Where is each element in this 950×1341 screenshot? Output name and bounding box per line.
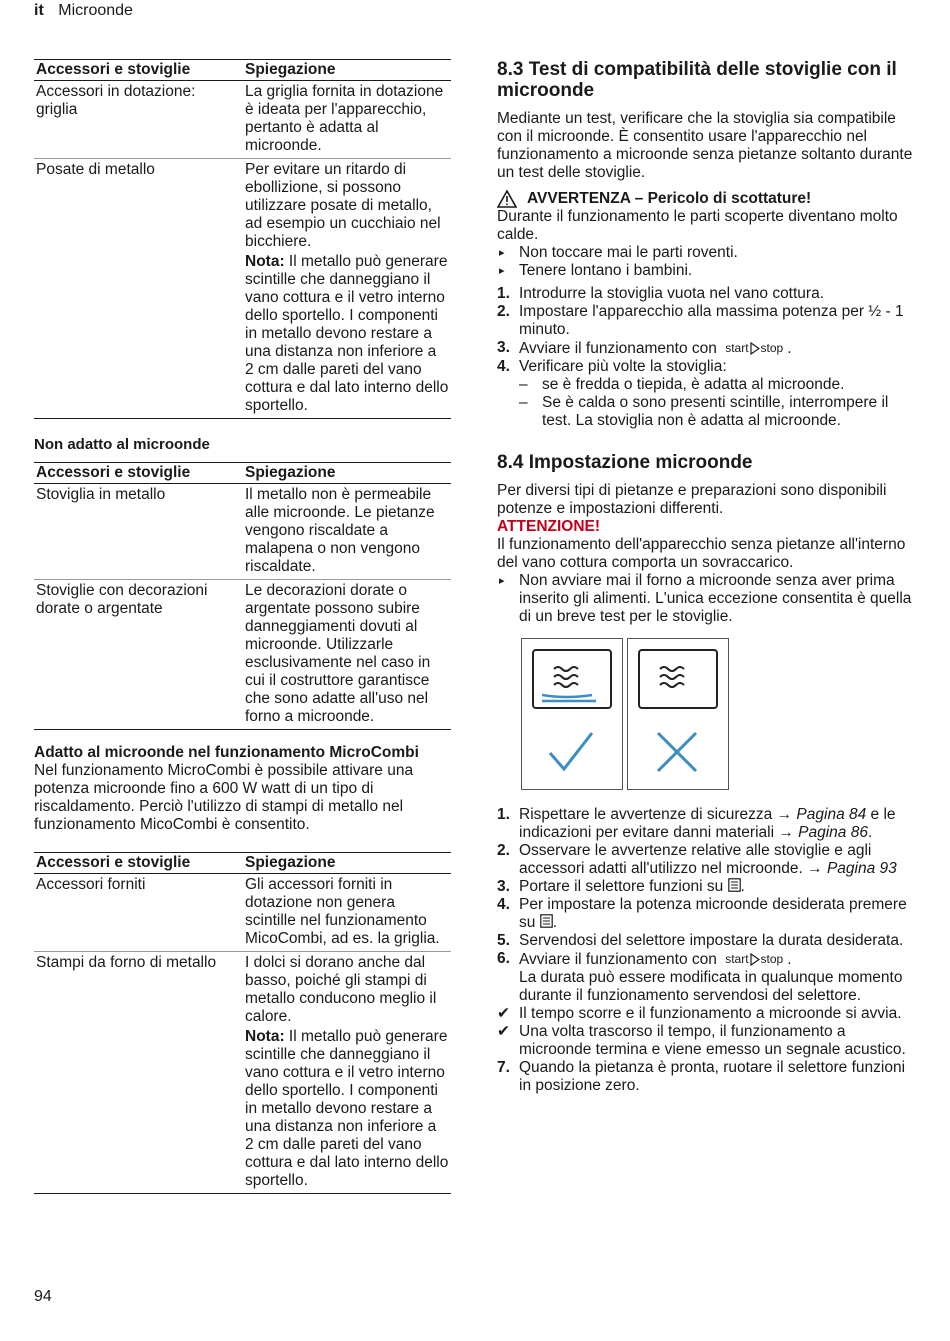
right-column xyxy=(497,59,913,1095)
left-column xyxy=(34,59,451,1194)
microwave-function-icon xyxy=(728,878,741,892)
table-cell-text: Il metallo non è permeabile alle microonde. Le pietanze vengono riscaldate a malapena o non vengono riscaldate. xyxy=(243,484,451,580)
table-cell-item: Stoviglie con decorazioni dorate o argentate xyxy=(34,580,243,730)
table-header-item: Accessori e stoviglie xyxy=(34,463,243,484)
warning-bullets xyxy=(497,244,913,280)
start-stop-button-symbol: start stop xyxy=(725,341,784,355)
result-checks xyxy=(497,1005,913,1059)
table-header-explanation: Spiegazione xyxy=(243,853,451,874)
page-reference[interactable]: Pagina 86 xyxy=(798,824,868,841)
list-item: 2. Osservare le avvertenze relative alle stoviglie e agli accessori adatti all'utilizzo nel microonde. → Pagina 93 xyxy=(497,842,897,877)
cell-text: I dolci si dorano anche dal basso, poiché gli stampi di metallo conducono meglio il calore. xyxy=(245,954,437,1025)
chapter-title: Microonde xyxy=(58,2,133,19)
section-8-3-intro: Mediante un test, verificare che la stoviglia sia compatibile con il microonde. È consentito usare l'apparecchio nel funzionamento a microonde senza pietanze soltanto durante un test delle stoviglie. xyxy=(497,110,913,181)
list-item: 7. Quando la pietanza è pronta, ruotare il selettore funzioni in posizione zero. xyxy=(497,1059,906,1094)
list-item: ▸ Non avviare mai il forno a microonde senza aver prima inserito gli alimenti. L'unica eccezione consentita è quella di un breve test per le stoviglie. xyxy=(499,572,912,625)
warning-text: Durante il funzionamento le parti scoperte diventano molto calde. xyxy=(497,208,898,243)
note-label: Nota: xyxy=(245,1028,285,1045)
note-label: Nota: xyxy=(245,253,285,270)
check-icon: ✔ xyxy=(497,1005,510,1022)
test-steps xyxy=(497,285,913,376)
table-header-explanation: Spiegazione xyxy=(243,463,451,484)
cross-icon xyxy=(648,727,708,777)
list-item: 6. Avviare il funzionamento con start stop . La durata può essere modificata in qualunque momento durante il funzionamento servendosi del selettore. xyxy=(497,950,903,1004)
warning-title: AVVERTENZA – Pericolo di scottature! xyxy=(527,190,812,207)
microwave-function-icon xyxy=(540,914,553,928)
list-item: ✔ Una volta trascorso il tempo, il funzionamento a microonde termina e viene emesso un segnale acustico. xyxy=(497,1023,906,1058)
warning-triangle-icon xyxy=(497,190,517,208)
attention-label: ATTENZIONE! xyxy=(497,518,601,535)
page-reference[interactable]: Pagina 93 xyxy=(826,860,897,877)
page-number: 94 xyxy=(34,1288,52,1305)
microcombi-text: Nel funzionamento MicroCombi è possibile attivare una potenza microonde fino a 600 W watt di un tipo di riscaldamento. Perciò l'utilizzo di stampi di metallo nel funzionamento MicoCombi è consentito. xyxy=(34,762,414,833)
table-not-suitable xyxy=(34,462,451,730)
attention-text: Il funzionamento dell'apparecchio senza pietanze all'interno del vano cottura comporta un sovraccarico. xyxy=(497,536,906,571)
table-cell-text: Gli accessori forniti in dotazione non genera scintille nel funzionamento MicoCombi, ad es. la griglia. xyxy=(243,874,451,952)
table-row xyxy=(34,484,451,580)
note-text: Il metallo può generare scintille che danneggiano il vano cottura e il vetro interno dello sportello. I componenti in metallo devono restare a una distanza non inferiore a 2 cm dalle pareti del vano cottura e dal lato interno dello sportello. xyxy=(245,1028,449,1189)
microwave-illustrations xyxy=(521,638,913,790)
attention-bullets xyxy=(497,572,913,626)
check-subbullets xyxy=(497,376,913,430)
table-row xyxy=(34,874,451,952)
table-cell-item: Stoviglia in metallo xyxy=(34,484,243,580)
bullet-icon: ▸ xyxy=(499,575,505,587)
list-item: ▸ Tenere lontano i bambini. xyxy=(499,262,693,279)
table-cell-item: Posate di metallo xyxy=(34,159,243,419)
list-item: ✔ Il tempo scorre e il funzionamento a microonde si avvia. xyxy=(497,1005,902,1022)
page-reference[interactable]: Pagina 84 xyxy=(796,806,867,823)
table-header-item: Accessori e stoviglie xyxy=(34,60,243,81)
list-item: 2. Impostare l'apparecchio alla massima potenza per ½ - 1 minuto. xyxy=(497,303,904,338)
subheading-microcombi: Adatto al microonde nel funzionamento MicroCombi xyxy=(34,744,419,761)
table-row xyxy=(34,952,451,1194)
illustration-with-food xyxy=(521,638,623,790)
bullet-icon: ▸ xyxy=(499,265,505,277)
section-8-3-title: 8.3 Test di compatibilità delle stoviglie con il microonde xyxy=(497,59,897,101)
list-item: 4. Per impostare la potenza microonde desiderata premere su . xyxy=(497,896,907,931)
note-text: Il metallo può generare scintille che danneggiano il vano cottura e il vetro interno dello sportello. I componenti in metallo devono restare a una distanza non inferiore a 2 cm dalle pareti del vano cottura e dal lato interno dello sportello. xyxy=(245,253,449,414)
table-row xyxy=(34,159,451,419)
language-code: it xyxy=(34,2,44,19)
start-stop-button-symbol: start stop xyxy=(725,952,784,966)
table-row xyxy=(34,580,451,730)
table-row xyxy=(34,81,451,159)
list-item: 3. Portare il selettore funzioni su . xyxy=(497,878,745,895)
checkmark-icon xyxy=(542,727,602,777)
table-cell-text: La griglia fornita in dotazione è ideata per l'apparecchio, pertanto è adatta al microonde. xyxy=(243,81,451,159)
cell-note xyxy=(245,253,449,415)
illustration-empty xyxy=(627,638,729,790)
table-cell-item: Accessori in dotazione: griglia xyxy=(34,81,243,159)
list-item: 5. Servendosi del selettore impostare la durata desiderata. xyxy=(497,932,904,949)
cell-note xyxy=(245,1028,449,1190)
list-item: – Se è calda o sono presenti scintille, interrompere il test. La stoviglia non è adatta al microonde. xyxy=(519,394,889,429)
play-triangle-icon xyxy=(750,953,760,966)
table-suitable-accessories xyxy=(34,59,451,419)
list-item: 3. Avviare il funzionamento con start stop . xyxy=(497,339,792,357)
subheading-not-suitable: Non adatto al microonde xyxy=(34,436,210,453)
section-8-4-intro: Per diversi tipi di pietanze e preparazioni sono disponibili potenze e impostazioni differenti. xyxy=(497,482,887,517)
list-item: 1. Introdurre la stoviglia vuota nel vano cottura. xyxy=(497,285,825,302)
table-cell-text xyxy=(243,159,451,419)
warning-heading xyxy=(497,190,913,208)
table-cell-item: Accessori forniti xyxy=(34,874,243,952)
table-header-explanation: Spiegazione xyxy=(243,60,451,81)
microwave-waves-icon xyxy=(648,653,708,713)
list-item: 1. Rispettare le avvertenze di sicurezza → Pagina 84 e le indicazioni per evitare danni materiali → Pagina 86. xyxy=(497,806,896,841)
check-icon: ✔ xyxy=(497,1023,510,1040)
bullet-icon: ▸ xyxy=(499,247,505,259)
play-triangle-icon xyxy=(750,342,760,355)
list-item: 4. Verificare più volte la stoviglia: xyxy=(497,358,727,375)
section-8-4-title: 8.4 Impostazione microonde xyxy=(497,452,753,473)
table-cell-text xyxy=(243,952,451,1194)
table-microcombi xyxy=(34,852,451,1194)
table-header-item: Accessori e stoviglie xyxy=(34,853,243,874)
microwave-waves-icon xyxy=(542,653,602,713)
table-cell-item: Stampi da forno di metallo xyxy=(34,952,243,1194)
cell-text: Per evitare un ritardo di ebollizione, si possono utilizzare posate di metallo, ad esempio un cucchiaio nel bicchiere. xyxy=(245,161,441,250)
page-header xyxy=(34,2,133,20)
table-cell-text: Le decorazioni dorate o argentate possono subire danneggiamenti dovuti al microonde. Utilizzarle esclusivamente nel caso in cui il costruttore garantisce che sono adatte all'uso nel forno a microonde. xyxy=(243,580,451,730)
list-item: ▸ Non toccare mai le parti roventi. xyxy=(499,244,738,261)
step-note: La durata può essere modificata in qualunque momento durante il funzionamento servendosi del selettore. xyxy=(519,969,903,1004)
setting-steps xyxy=(497,806,913,1005)
setting-steps-final xyxy=(497,1059,913,1095)
list-item: – se è fredda o tiepida, è adatta al microonde. xyxy=(519,376,845,393)
